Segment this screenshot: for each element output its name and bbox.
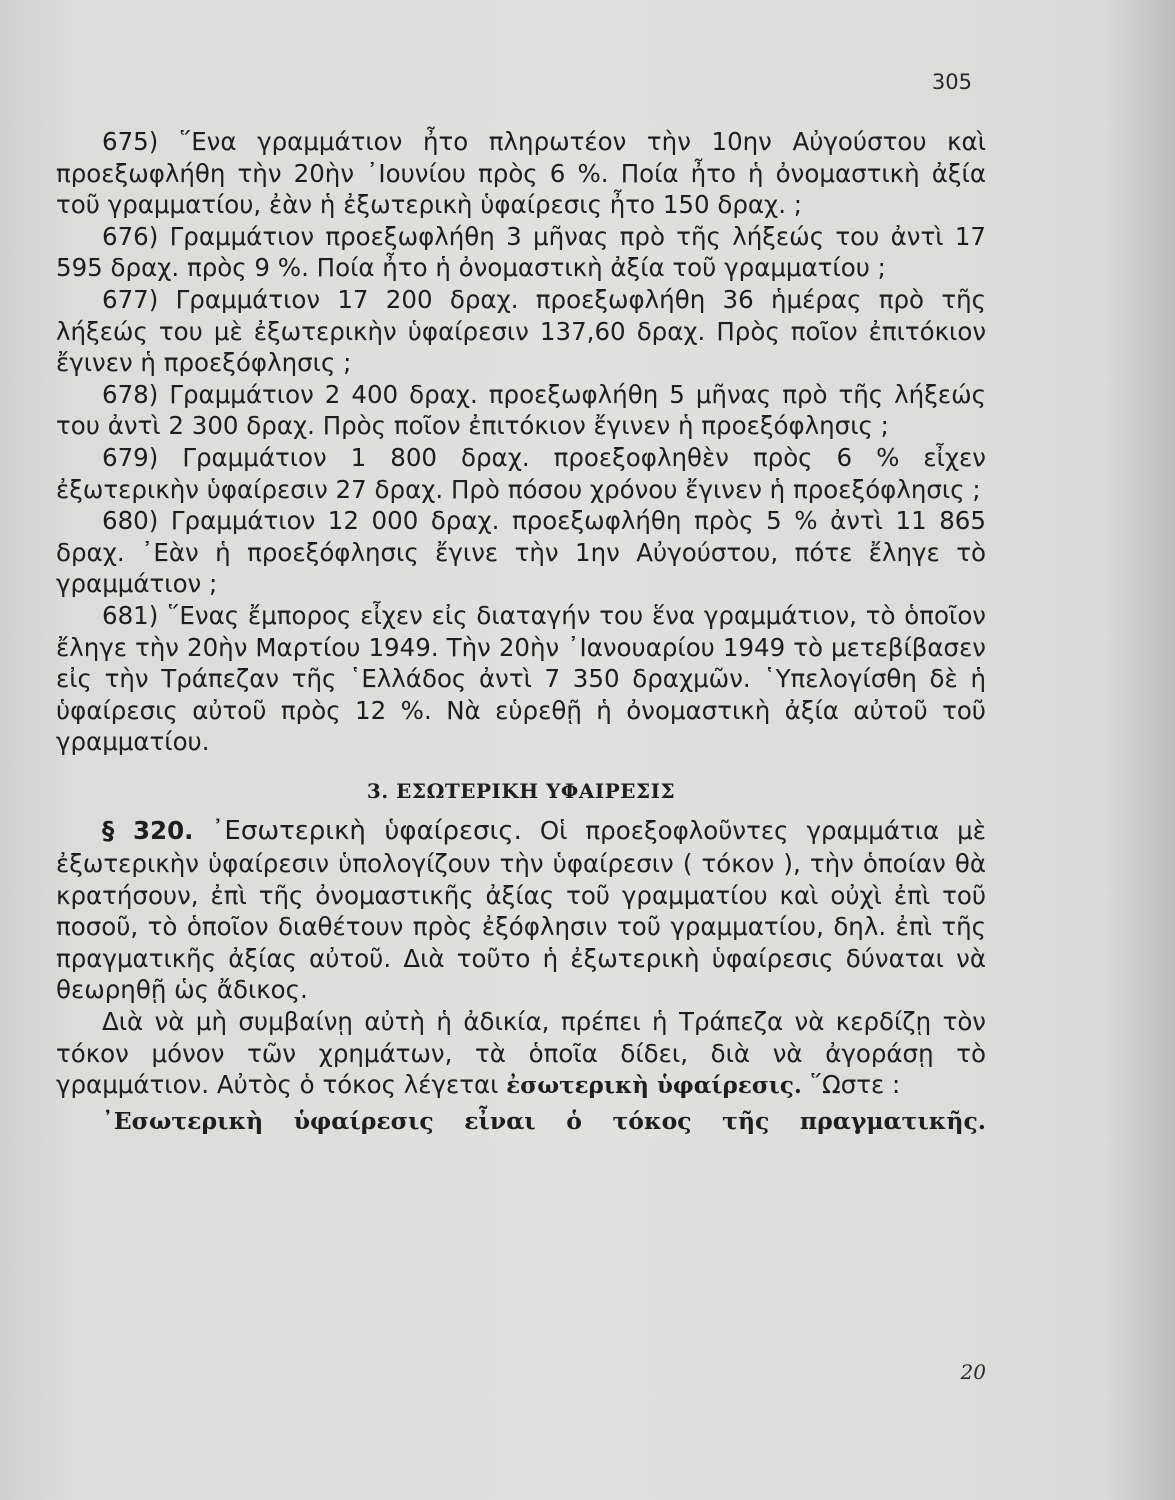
problem-680 (56, 505, 986, 600)
signature-number: 20 (960, 1360, 986, 1384)
section-paragraph-1-text: Οἱ προεξοφλοῦντες γραμμάτια μὲ ἐξωτερικὴν ὑφαίρεσιν ὑπολογίζουν τὴν ὑφαίρεσιν ( τόκον ), τὴν ὁποίαν θὰ κρατήσουν, ἐπὶ τῆς ὀνομαστικῆς ἀξίας τοῦ γραμματίου καὶ οὐχὶ ἐπὶ τοῦ ποσοῦ, τὸ ὁποῖον διαθέτουν πρὸς ἐξόφλησιν τοῦ γραμματίου, δηλ. ἐπὶ τῆς πραγματικῆς ἀξίας αὐτοῦ. Διὰ τοῦτο ἡ ἐξωτερικὴ ὑφαίρεσις δύναται νὰ θεωρηθῇ ὡς ἄδικος. (56, 816, 986, 1005)
problem-text: Γραμμάτιον 17 200 δραχ. προεξωφλήθη 36 ἡμέρας πρὸ τῆς λήξεώς του μὲ ἐξωτερικὴν ὑφαίρεσιν 137,60 δραχ. Πρὸς ποῖον ἐπιτόκιον ἔγινεν ἡ προεξόφλησις ; (56, 284, 986, 378)
defined-term: ἐσωτερικὴ ὑφαίρεσις. (506, 1072, 802, 1100)
section-paragraph-2-text: Διὰ νὰ μὴ συμβαίνῃ αὐτὴ ἡ ἀδικία, πρέπει ἡ Τράπεζα νὰ κερδίζῃ τὸν τόκον μόνον τῶν χρημάτων, τὰ ὁποῖα δίδει, διὰ νὰ ἀγοράσῃ τὸ γραμμάτιον. Αὐτὸς ὁ τόκος λέγεται (56, 1007, 986, 1100)
section-paragraph-2 (56, 1006, 986, 1102)
problem-number: 678) (102, 379, 159, 409)
definition-statement: ᾽Εσωτερικὴ ὑφαίρεσις εἶναι ὁ τόκος τῆς πραγματικῆς. (102, 1106, 986, 1135)
problem-text: Γραμμάτιον προεξωφλήθη 3 μῆνας πρὸ τῆς λήξεώς του ἀντὶ 17 595 δραχ. πρὸς 9 %. Ποία ἦτο ἡ ὀνομαστικὴ ἀξία τοῦ γραμματίου ; (56, 221, 986, 283)
problem-text: ῞Ενας ἔμπορος εἶχεν εἰς διαταγήν του ἕνα γραμμάτιον, τὸ ὁποῖον ἔληγε τὴν 20ὴν Μαρτίου 1949. Τὴν 20ὴν ᾽Ιανουαρίου 1949 τὸ μετεβίβασεν εἰς τὴν Τράπεζαν τῆς ῾Ελλάδος ἀντὶ 7 350 δραχμῶν. ῾Υπελογίσθη δὲ ἡ ὑφαίρεσις αὐτοῦ πρὸς 12 %. Νὰ εὑρεθῇ ἡ ὀνομαστικὴ ἀξία αὐτοῦ τοῦ γραμματίου. (56, 600, 986, 757)
problem-675 (56, 126, 986, 221)
problem-number: 676) (102, 221, 159, 251)
problem-number: 681) (102, 600, 159, 630)
problem-number: 677) (102, 284, 159, 314)
problem-text: ῞Ενα γραμμάτιον ἦτο πληρωτέον τὴν 10ην Αὐγούστου καὶ προεξωφλήθη τὴν 20ὴν ᾽Ιουνίου πρὸς 6 %. Ποία ἦτο ἡ ὀνομαστικὴ ἀξία τοῦ γραμματίου, ἐὰν ἡ ἐξωτερικὴ ὑφαίρεσις ἦτο 150 δραχ. ; (56, 127, 986, 220)
problem-number: 675) (102, 127, 159, 156)
problem-text: Γραμμάτιον 2 400 δραχ. προεξωφλήθη 5 μῆνας πρὸ τῆς λήξεώς του ἀντὶ 2 300 δραχ. Πρὸς ποῖον ἐπιτόκιον ἔγινεν ἡ προεξόφλησις ; (56, 379, 987, 441)
problem-number: 679) (102, 442, 159, 472)
problem-text: Γραμμάτιον 1 800 δραχ. προεξοφληθὲν πρὸς 6 % εἶχεν ἐξωτερικὴν ὑφαίρεσιν 27 δραχ. Πρὸ πόσου χρόνου ἔγινεν ἡ προεξόφλησις ; (56, 442, 986, 504)
section-paragraph-1 (56, 815, 986, 1006)
section-title: ᾽Εσωτερικὴ ὑφαίρεσις. (211, 816, 522, 847)
problem-678 (56, 379, 986, 442)
problem-681 (56, 600, 986, 758)
page-number: 305 (931, 70, 972, 94)
page-body (56, 126, 986, 1137)
section-heading: 3. ΕΣΩΤΕΡΙΚΗ ΥΦΑΙΡΕΣΙΣ (366, 778, 676, 803)
section-mark: § 320. (102, 816, 194, 846)
problem-677 (56, 284, 986, 379)
problem-676 (56, 221, 986, 284)
section-paragraph-2-tail: ῞Ωστε : (809, 1070, 901, 1100)
problem-text: Γραμμάτιον 12 000 δραχ. προεξωφλήθη πρὸς 5 % ἀντὶ 11 865 δραχ. ᾽Εὰν ἡ προεξόφλησις ἔγινε τὴν 1ην Αὐγούστου, πότε ἔληγε τὸ γραμμάτιον ; (56, 506, 986, 599)
problem-number: 680) (102, 506, 159, 536)
problem-679 (56, 442, 986, 505)
